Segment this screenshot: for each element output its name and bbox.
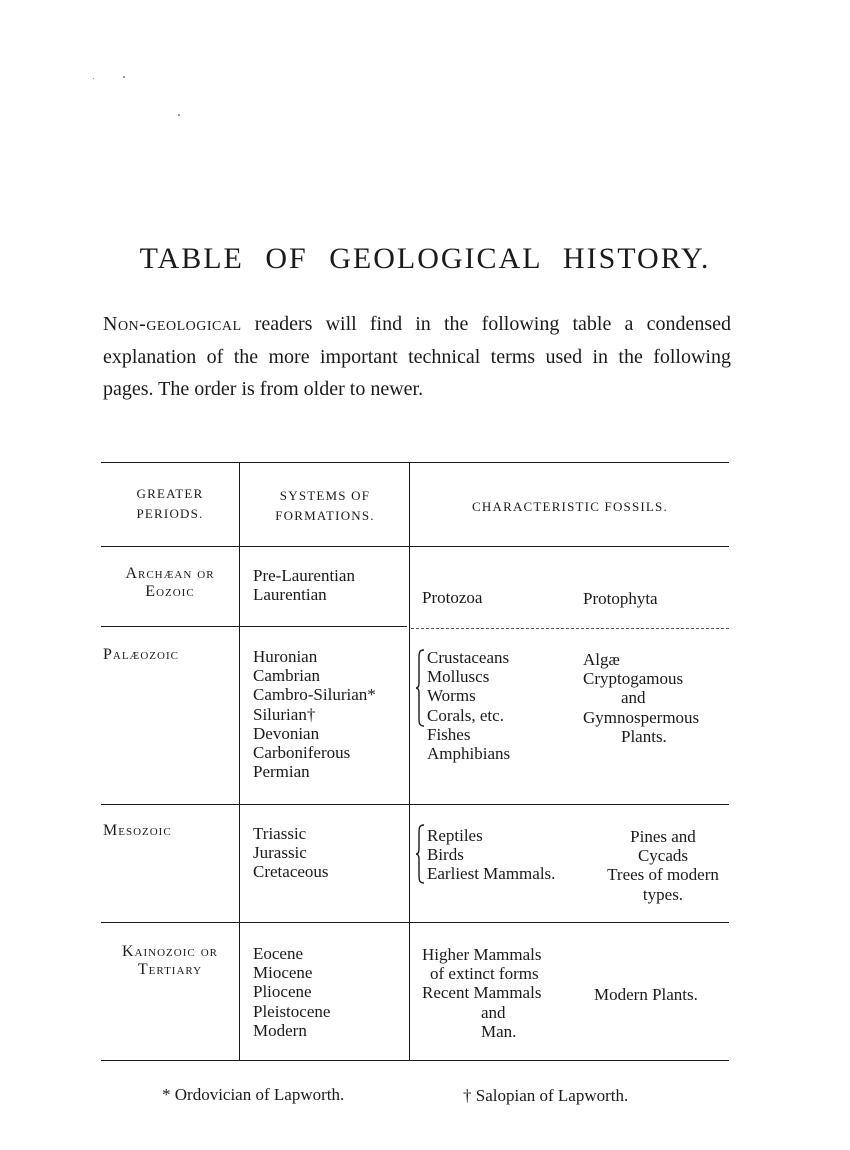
systems-cell: Huronian Cambrian Cambro-Silurian* Silurian† Devonian Carboniferous Permian — [253, 647, 376, 782]
animals-cell: Reptiles Birds Earliest Mammals. — [427, 826, 556, 884]
plants-cell: Pines and Cycads Trees of modern types. — [607, 827, 719, 904]
intro-lead: Non-geological — [103, 313, 242, 335]
brace-icon — [416, 649, 426, 727]
animals-cell: Protozoa — [422, 588, 483, 607]
intro-paragraph — [103, 308, 731, 406]
animals-cell: Crustaceans Molluscs Worms Corals, etc. Fishes Amphibians — [427, 648, 511, 764]
period-cell: Palæozoic — [103, 646, 179, 663]
table-column-divider — [409, 462, 410, 1060]
period-cell: Kainozoic or Tertiary — [122, 943, 218, 978]
intro-text: readers will find in the following table a condensed explanation of the more important technical terms used in the following pages. The order is from older to newer. — [103, 313, 731, 400]
plants-cell: Protophyta — [583, 589, 658, 608]
brace-icon — [416, 824, 426, 884]
page-title: TABLE OF GEOLOGICAL HISTORY. — [139, 242, 711, 275]
period-cell: Mesozoic — [103, 822, 172, 839]
header-systems-of-formations: SYSTEMS OF FORMATIONS. — [275, 488, 375, 523]
plants-cell: Algæ Cryptogamous and Gymnospermous Plants. — [583, 650, 700, 746]
systems-cell: Triassic Jurassic Cretaceous — [253, 824, 329, 882]
period-cell: Archæan or Eozoic — [125, 565, 215, 600]
table-column-divider — [239, 462, 240, 1060]
table-row-rule — [101, 626, 407, 627]
table-row-rule-dashed — [411, 628, 729, 629]
table-bottom-rule — [101, 1060, 729, 1061]
header-characteristic-fossils: CHARACTERISTIC FOSSILS. — [472, 499, 668, 514]
table-row-rule — [101, 804, 729, 805]
table-row-rule — [101, 922, 729, 923]
systems-cell: Pre-Laurentian Laurentian — [253, 566, 355, 605]
animals-cell: Higher Mammals of extinct forms Recent Mammals and Man. — [422, 945, 542, 1041]
page-speck — [123, 76, 125, 78]
footnote-salopian: † Salopian of Lapworth. — [463, 1086, 629, 1105]
systems-cell: Eocene Miocene Pliocene Pleistocene Modern — [253, 944, 331, 1040]
header-greater-periods: GREATER PERIODS. — [136, 486, 204, 521]
page-speck — [93, 78, 94, 79]
page-speck — [178, 114, 180, 116]
table-top-rule — [101, 462, 729, 463]
footnote-ordovician: * Ordovician of Lapworth. — [162, 1085, 345, 1104]
table-header-rule — [101, 546, 729, 547]
plants-cell: Modern Plants. — [594, 985, 698, 1004]
